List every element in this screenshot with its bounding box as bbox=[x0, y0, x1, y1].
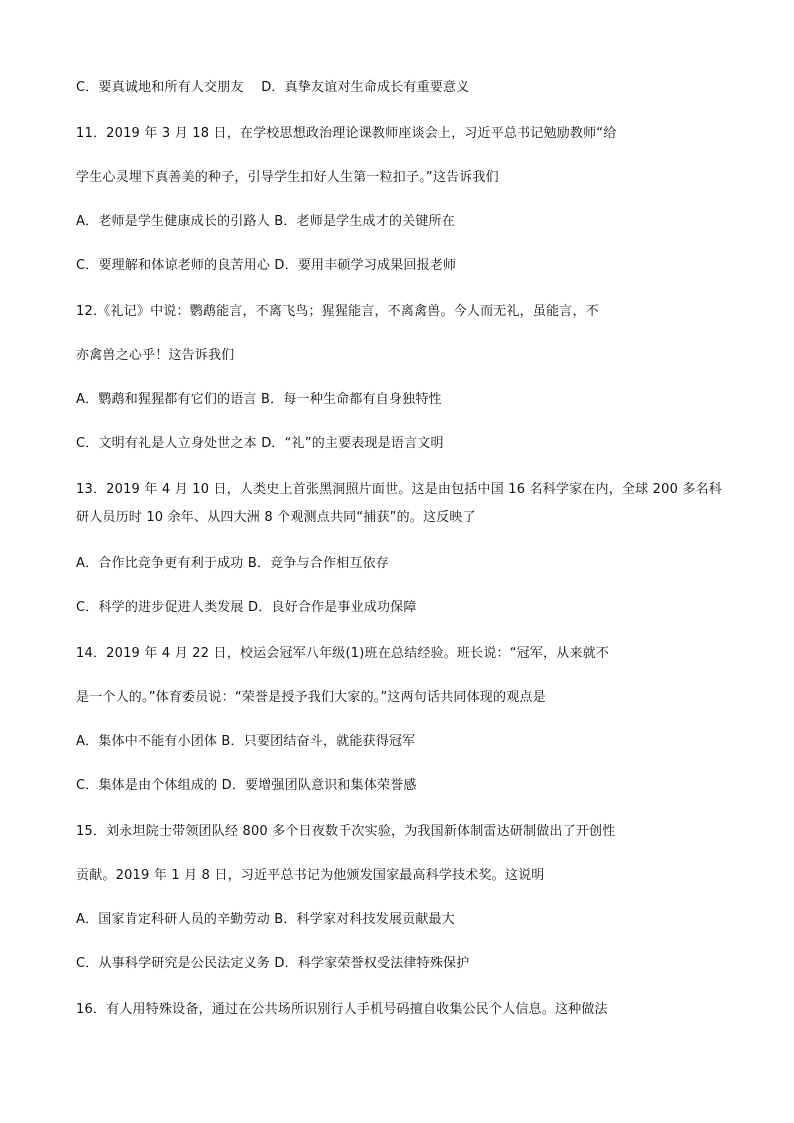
option-line-15-cd: C．从事科学研究是公民法定义务 D．科学家荣誉权受法律特殊保护 bbox=[76, 956, 470, 971]
option-line-11-cd: C．要理解和体谅老师的良苦用心 D．要用丰硕学习成果回报老师 bbox=[76, 258, 457, 273]
option-line-11-ab: A．老师是学生健康成长的引路人 B．老师是学生成才的关键所在 bbox=[76, 214, 455, 229]
question-15-stem-2: 贡献。2019 年 1 月 8 日，习近平总书记为他颁发国家最高科学技术奖。这说明 bbox=[76, 868, 545, 883]
question-14-stem-1: 14．2019 年 4 月 22 日，校运会冠军八年级(1)班在总结经验。班长说：“冠军，从来就不 bbox=[76, 646, 610, 661]
option-line-12-ab: A．鹦鹉和猩猩都有它们的语言 B．每一种生命都有自身独特性 bbox=[76, 392, 442, 407]
option-line-15-ab: A．国家肯定科研人员的辛勤劳动 B．科学家对科技发展贡献最大 bbox=[76, 912, 455, 927]
option-line-13-cd: C．科学的进步促进人类发展 D．良好合作是事业成功保障 bbox=[76, 600, 417, 615]
question-15-stem-1: 15．刘永坦院士带领团队经 800 多个日夜数千次实验，为我国新体制雷达研制做出了开创性 bbox=[76, 824, 616, 839]
question-11-stem-2: 学生心灵埋下真善美的种子，引导学生扣好人生第一粒扣子。”这告诉我们 bbox=[76, 170, 499, 185]
option-line-14-ab: A．集体中不能有小团体 B．只要团结奋斗，就能获得冠军 bbox=[76, 734, 416, 749]
option-line-12-cd: C．文明有礼是人立身处世之本 D．“礼”的主要表现是语言文明 bbox=[76, 436, 444, 451]
question-13-stem-2: 研人员历时 10 余年、从四大洲 8 个观测点共同“捕获”的。这反映了 bbox=[76, 510, 476, 525]
question-13-stem-1: 13．2019 年 4 月 10 日，人类史上首张黑洞照片面世。这是由包括中国 16 名科学家在内，全球 200 多名科 bbox=[76, 482, 722, 497]
question-16-stem-1: 16．有人用特殊设备，通过在公共场所识别行人手机号码擅自收集公民个人信息。这种做法 bbox=[76, 1002, 608, 1017]
question-11-stem-1: 11．2019 年 3 月 18 日，在学校思想政治理论课教师座谈会上，习近平总书记勉励教师“给 bbox=[76, 126, 617, 141]
option-line-13-ab: A．合作比竞争更有利于成功 B．竞争与合作相互依存 bbox=[76, 556, 389, 571]
question-12-stem-2: 亦禽兽之心乎！这告诉我们 bbox=[76, 348, 235, 363]
option-line-14-cd: C．集体是由个体组成的 D．要增强团队意识和集体荣誉感 bbox=[76, 778, 417, 793]
option-line-10-cd: C．要真诚地和所有人交朋友 D．真挚友谊对生命成长有重要意义 bbox=[76, 80, 470, 95]
question-14-stem-2: 是一个人的。”体育委员说：“荣誉是授予我们大家的。”这两句话共同体现的观点是 bbox=[76, 690, 546, 705]
question-12-stem-1: 12.《礼记》中说：鹦鹉能言，不离飞鸟；猩猩能言，不离禽兽。今人而无礼，虽能言，不 bbox=[76, 304, 599, 319]
